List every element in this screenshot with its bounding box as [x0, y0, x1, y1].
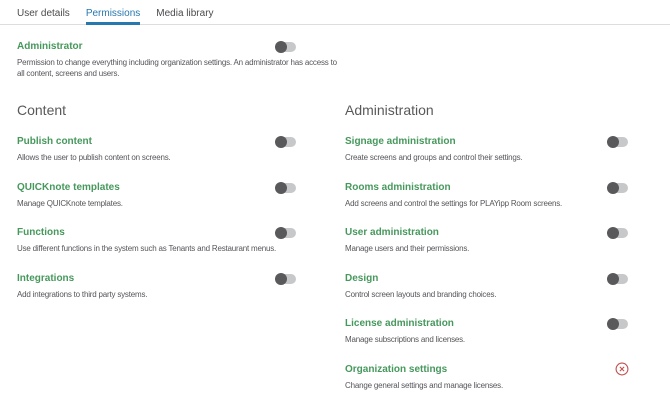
toggle-knob [607, 273, 619, 285]
permission-toggle-rooms-administration[interactable] [608, 183, 628, 193]
permission-item-organization-settings [345, 364, 628, 391]
toggle-knob [607, 182, 619, 194]
permission-item-publish-content [17, 136, 296, 163]
tab-media-library[interactable]: Media library [156, 8, 214, 19]
tab-user-details[interactable]: User details [17, 8, 70, 19]
column-administration [345, 102, 628, 409]
permission-item-license-administration [345, 318, 628, 345]
administrator-toggle[interactable] [276, 42, 296, 52]
permission-label: Integrations [17, 272, 75, 284]
permission-description: Change general settings and manage licenses. [345, 380, 503, 390]
permission-toggle-license-administration[interactable] [608, 319, 628, 329]
section-heading-content: Content [17, 102, 67, 118]
permission-description: Add integrations to third party systems. [17, 289, 148, 299]
permission-description: Permission to change everything including organization settings. An administrator has access to all content, screens and users. [17, 58, 337, 78]
permission-description: Create screens and groups and control their settings. [345, 153, 523, 162]
toggle-knob [275, 227, 287, 239]
permission-description: Manage users and their permissions. [345, 244, 470, 253]
column-content [17, 102, 296, 409]
permission-description: Use different functions in the system such as Tenants and Restaurant menus. [17, 244, 277, 253]
toggle-knob [275, 182, 287, 194]
permission-item-design [345, 273, 628, 300]
permission-label: QUICKnote templates [17, 181, 120, 193]
permission-toggle-signage-administration[interactable] [608, 137, 628, 147]
permission-toggle-quicknote-templates[interactable] [276, 183, 296, 193]
toggle-knob [275, 273, 287, 285]
permission-item-signage-administration [345, 136, 628, 163]
permission-label: Administrator [17, 41, 83, 52]
tab-permissions[interactable]: Permissions [86, 0, 140, 25]
tab-bar [0, 0, 670, 25]
permission-description: Manage subscriptions and licenses. [345, 335, 465, 344]
permission-item-functions [17, 227, 296, 254]
permission-item-user-administration [345, 227, 628, 254]
permission-columns [17, 102, 670, 409]
permission-item-quicknote-templates [17, 182, 296, 209]
permission-label: User administration [345, 227, 439, 238]
permission-label: License administration [345, 318, 454, 329]
permission-toggle-integrations[interactable] [276, 274, 296, 284]
toggle-knob [275, 136, 287, 148]
permission-item-rooms-administration [345, 182, 628, 209]
toggle-knob [607, 136, 619, 148]
permission-label: Signage administration [345, 136, 456, 147]
permission-description: Allows the user to publish content on screens. [17, 153, 171, 162]
permission-label: Organization settings [345, 363, 448, 375]
permission-label: Functions [17, 227, 65, 238]
administrator-section [17, 41, 670, 79]
permission-label: Rooms administration [345, 181, 451, 193]
permission-toggle-publish-content[interactable] [276, 137, 296, 147]
section-heading-administration: Administration [345, 102, 434, 118]
permission-label: Publish content [17, 136, 92, 147]
permission-toggle-design[interactable] [608, 274, 628, 284]
permissions-page [0, 25, 670, 409]
permission-toggle-user-administration[interactable] [608, 228, 628, 238]
permission-description: Manage QUICKnote templates. [17, 198, 123, 208]
toggle-knob [275, 41, 287, 53]
denied-icon [615, 362, 629, 376]
permission-toggle-functions[interactable] [276, 228, 296, 238]
permission-description: Control screen layouts and branding choices. [345, 289, 497, 299]
permission-label: Design [345, 272, 379, 284]
toggle-knob [607, 318, 619, 330]
permission-item-integrations [17, 273, 296, 300]
permission-description: Add screens and control the settings for PLAYipp Room screens. [345, 198, 563, 208]
toggle-knob [607, 227, 619, 239]
